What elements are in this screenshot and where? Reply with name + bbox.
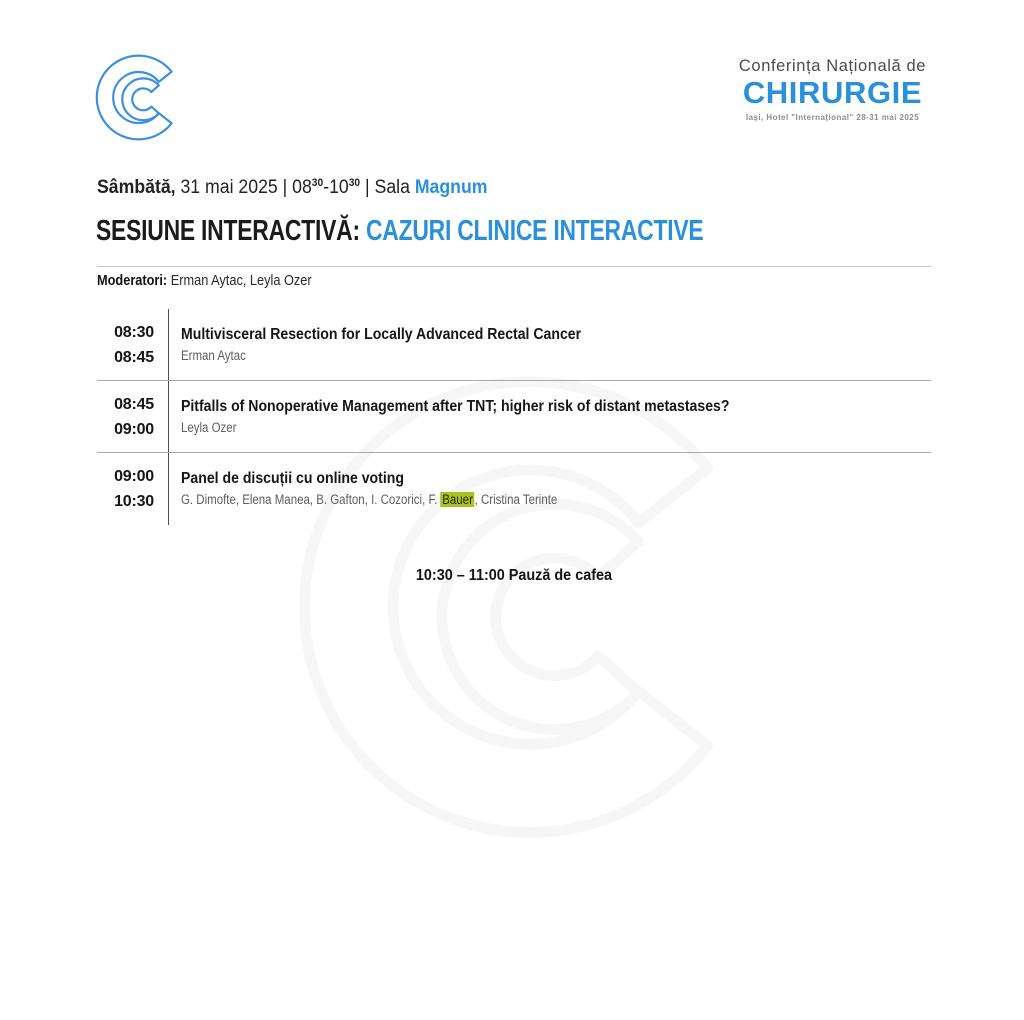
conference-logo-icon xyxy=(94,52,187,143)
session-title-accent: CAZURI CLINICE INTERACTIVE xyxy=(365,215,704,247)
session-title xyxy=(96,215,865,248)
session-day: Sâmbătă, xyxy=(97,177,176,198)
session-date: 31 mai 2025 | 08 xyxy=(175,177,312,198)
session-time-dash: -10 xyxy=(323,177,349,198)
talk-speakers xyxy=(181,346,931,365)
speakers-text: Leyla Ozer xyxy=(181,419,237,435)
schedule-table xyxy=(97,309,931,525)
time-end: 09:00 xyxy=(114,420,154,438)
moderators-names: Erman Aytac, Leyla Ozer xyxy=(167,273,312,289)
talk-title: Multivisceral Resection for Locally Advanced Rectal Cancer xyxy=(181,325,582,343)
table-row xyxy=(97,453,931,525)
talk-cell xyxy=(168,381,931,452)
divider-line xyxy=(97,266,931,267)
time-end-superscript: 30 xyxy=(348,177,361,189)
table-row xyxy=(97,381,931,453)
time-end: 10:30 xyxy=(114,493,154,510)
coffee-break-line: 10:30 – 11:00 Pauză de cafea xyxy=(415,567,613,584)
brand-topline: Conferința Națională de xyxy=(738,57,927,75)
talk-cell xyxy=(168,309,931,380)
time-start-superscript: 30 xyxy=(311,177,324,189)
table-row xyxy=(97,309,931,381)
brand-subtitle: Iași, Hotel "Internațional" 28-31 mai 2025 xyxy=(745,112,920,122)
time-range xyxy=(97,320,154,370)
room-label: | Sala xyxy=(360,177,415,198)
talk-title: Panel de discuții cu online voting xyxy=(181,470,404,487)
room-name: Magnum xyxy=(414,177,488,198)
talk-speakers xyxy=(181,418,931,437)
talk-cell xyxy=(168,453,931,525)
time-range xyxy=(97,464,154,514)
moderators-line xyxy=(97,273,341,289)
moderators-label: Moderatori: xyxy=(97,273,168,289)
session-dateline xyxy=(97,177,517,199)
session-title-dark: SESIUNE INTERACTIVĂ: xyxy=(96,215,366,247)
talk-speakers xyxy=(181,490,931,509)
time-start: 08:30 xyxy=(114,323,154,341)
time-end: 08:45 xyxy=(114,348,154,366)
brand-name: CHIRURGIE xyxy=(742,75,923,110)
speakers-text: , Cristina Terinte xyxy=(474,492,558,507)
speakers-text: Erman Aytac xyxy=(181,347,246,363)
time-start: 09:00 xyxy=(114,468,154,485)
speakers-text: G. Dimofte, Elena Manea, B. Gafton, I. Cozorici, F. xyxy=(181,492,441,507)
speaker-highlight: Bauer xyxy=(442,492,473,507)
talk-title: Pitfalls of Nonoperative Management after TNT; higher risk of distant metastases? xyxy=(181,397,730,415)
time-start: 08:45 xyxy=(114,395,154,413)
brand-block xyxy=(733,57,932,122)
time-range xyxy=(97,392,154,442)
